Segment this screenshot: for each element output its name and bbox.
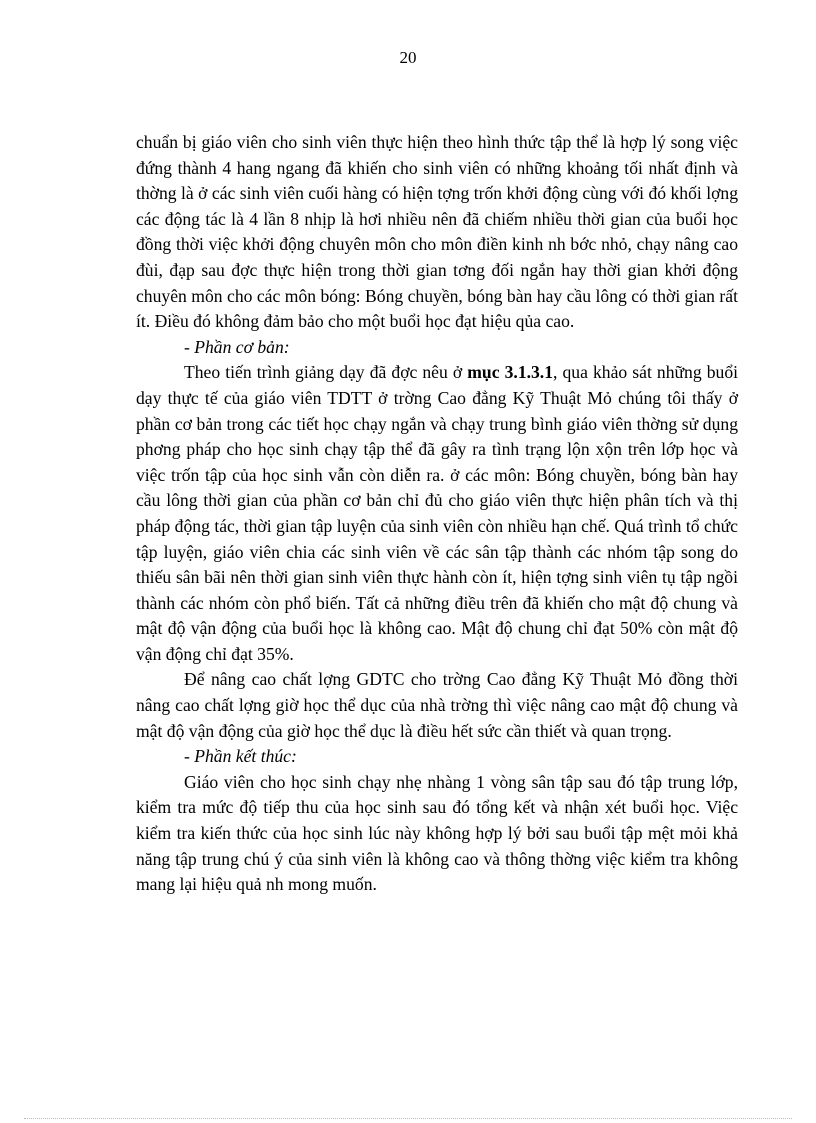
paragraph-text: , qua khảo sát những buổi dạy thực tế của giáo viên TDTT ở trờng Cao đẳng Kỹ Thuật Mỏ chúng tôi thấy ở phần cơ bản trong các tiết học chạy ngắn và chạy trung bình giáo viên thờng sử dụng phơng pháp cho học sinh chạy tập thể đã gây ra tình trạng lộn xộn trên lớp học và việc trốn tập của học sinh vẫn còn diễn ra. ở các môn: Bóng chuyền, bóng bàn hay cầu lông thời gian của phần cơ bản chỉ đủ cho giáo viên thực hiện phân tích và thị pháp động tác, thời gian tập luyện của sinh viên còn nhiều hạn chế. Quá trình tổ chức tập luyện, giáo viên chia các sinh viên về các sân tập thành các nhóm tập song do thiếu sân bãi nên thời gian sinh viên thực hành còn ít, hiện tợng sinh viên tụ tập ngồi thành các nhóm còn phổ biến. Tất cả những điều trên đã khiến cho mật độ chung và mật độ vận động của buổi học là không cao. Mật độ chung chỉ đạt 50% còn mật độ vận động chỉ đạt 35%. bbox=[136, 362, 739, 664]
section-reference: mục 3.1.3.1 bbox=[467, 362, 554, 383]
heading-phan-ket-thuc: - Phần kết thúc: bbox=[184, 746, 297, 767]
heading-phan-co-ban: - Phần cơ bản: bbox=[184, 336, 290, 357]
paragraph-improvement: Để nâng cao chất lợng GDTC cho trờng Cao đẳng Kỹ Thuật Mỏ đồng thời nâng cao chất lợng giờ học thể dục của nhà trờng thì việc nâng cao mật độ chung và mật độ vận động của giờ học thể dục là điều hết sức cần thiết và quan trọng. bbox=[136, 669, 738, 741]
document-body bbox=[136, 130, 738, 898]
paragraph-phan-co-ban bbox=[136, 360, 738, 667]
page-number: 20 bbox=[399, 48, 417, 67]
paragraph-warmup: chuẩn bị giáo viên cho sinh viên thực hiện theo hình thức tập thể là hợp lý song việc đứng thành 4 hang ngang đã khiến cho sinh viên có những khoảng tối nhất định và thờng là ở các sinh viên cuối hàng có hiện tợng trốn khởi động cùng với đó khối lợng các động tác là 4 lần 8 nhịp là hơi nhiều nên đã chiếm nhiều thời gian của buổi học đồng thời việc khởi động chuyên môn cho môn điền kinh nh bớc nhỏ, chạy nâng cao đùi, đạp sau đợc thực hiện trong thời gian tơng đối ngắn hay thời gian khởi động chuyên môn cho các môn bóng: Bóng chuyền, bóng bàn hay cầu lông có thời gian rất ít. Điều đó không đảm bảo cho một buổi học đạt hiệu qủa cao. bbox=[136, 132, 738, 332]
paragraph-text: Theo tiến trình giảng dạy đã đợc nêu ở bbox=[184, 362, 468, 383]
paragraph-phan-ket-thuc: Giáo viên cho học sinh chạy nhẹ nhàng 1 vòng sân tập sau đó tập trung lớp, kiểm tra mức độ tiếp thu của học sinh sau đó tổng kết và nhận xét buổi học. Việc kiểm tra kiến thức của học sinh lúc này không hợp lý bởi sau buổi tập mệt mỏi khả năng tập trung chú ý của sinh viên là không cao và thông thờng việc kiểm tra không mang lại hiệu quả nh mong muốn. bbox=[136, 771, 738, 895]
page-bottom-divider bbox=[24, 1118, 792, 1119]
